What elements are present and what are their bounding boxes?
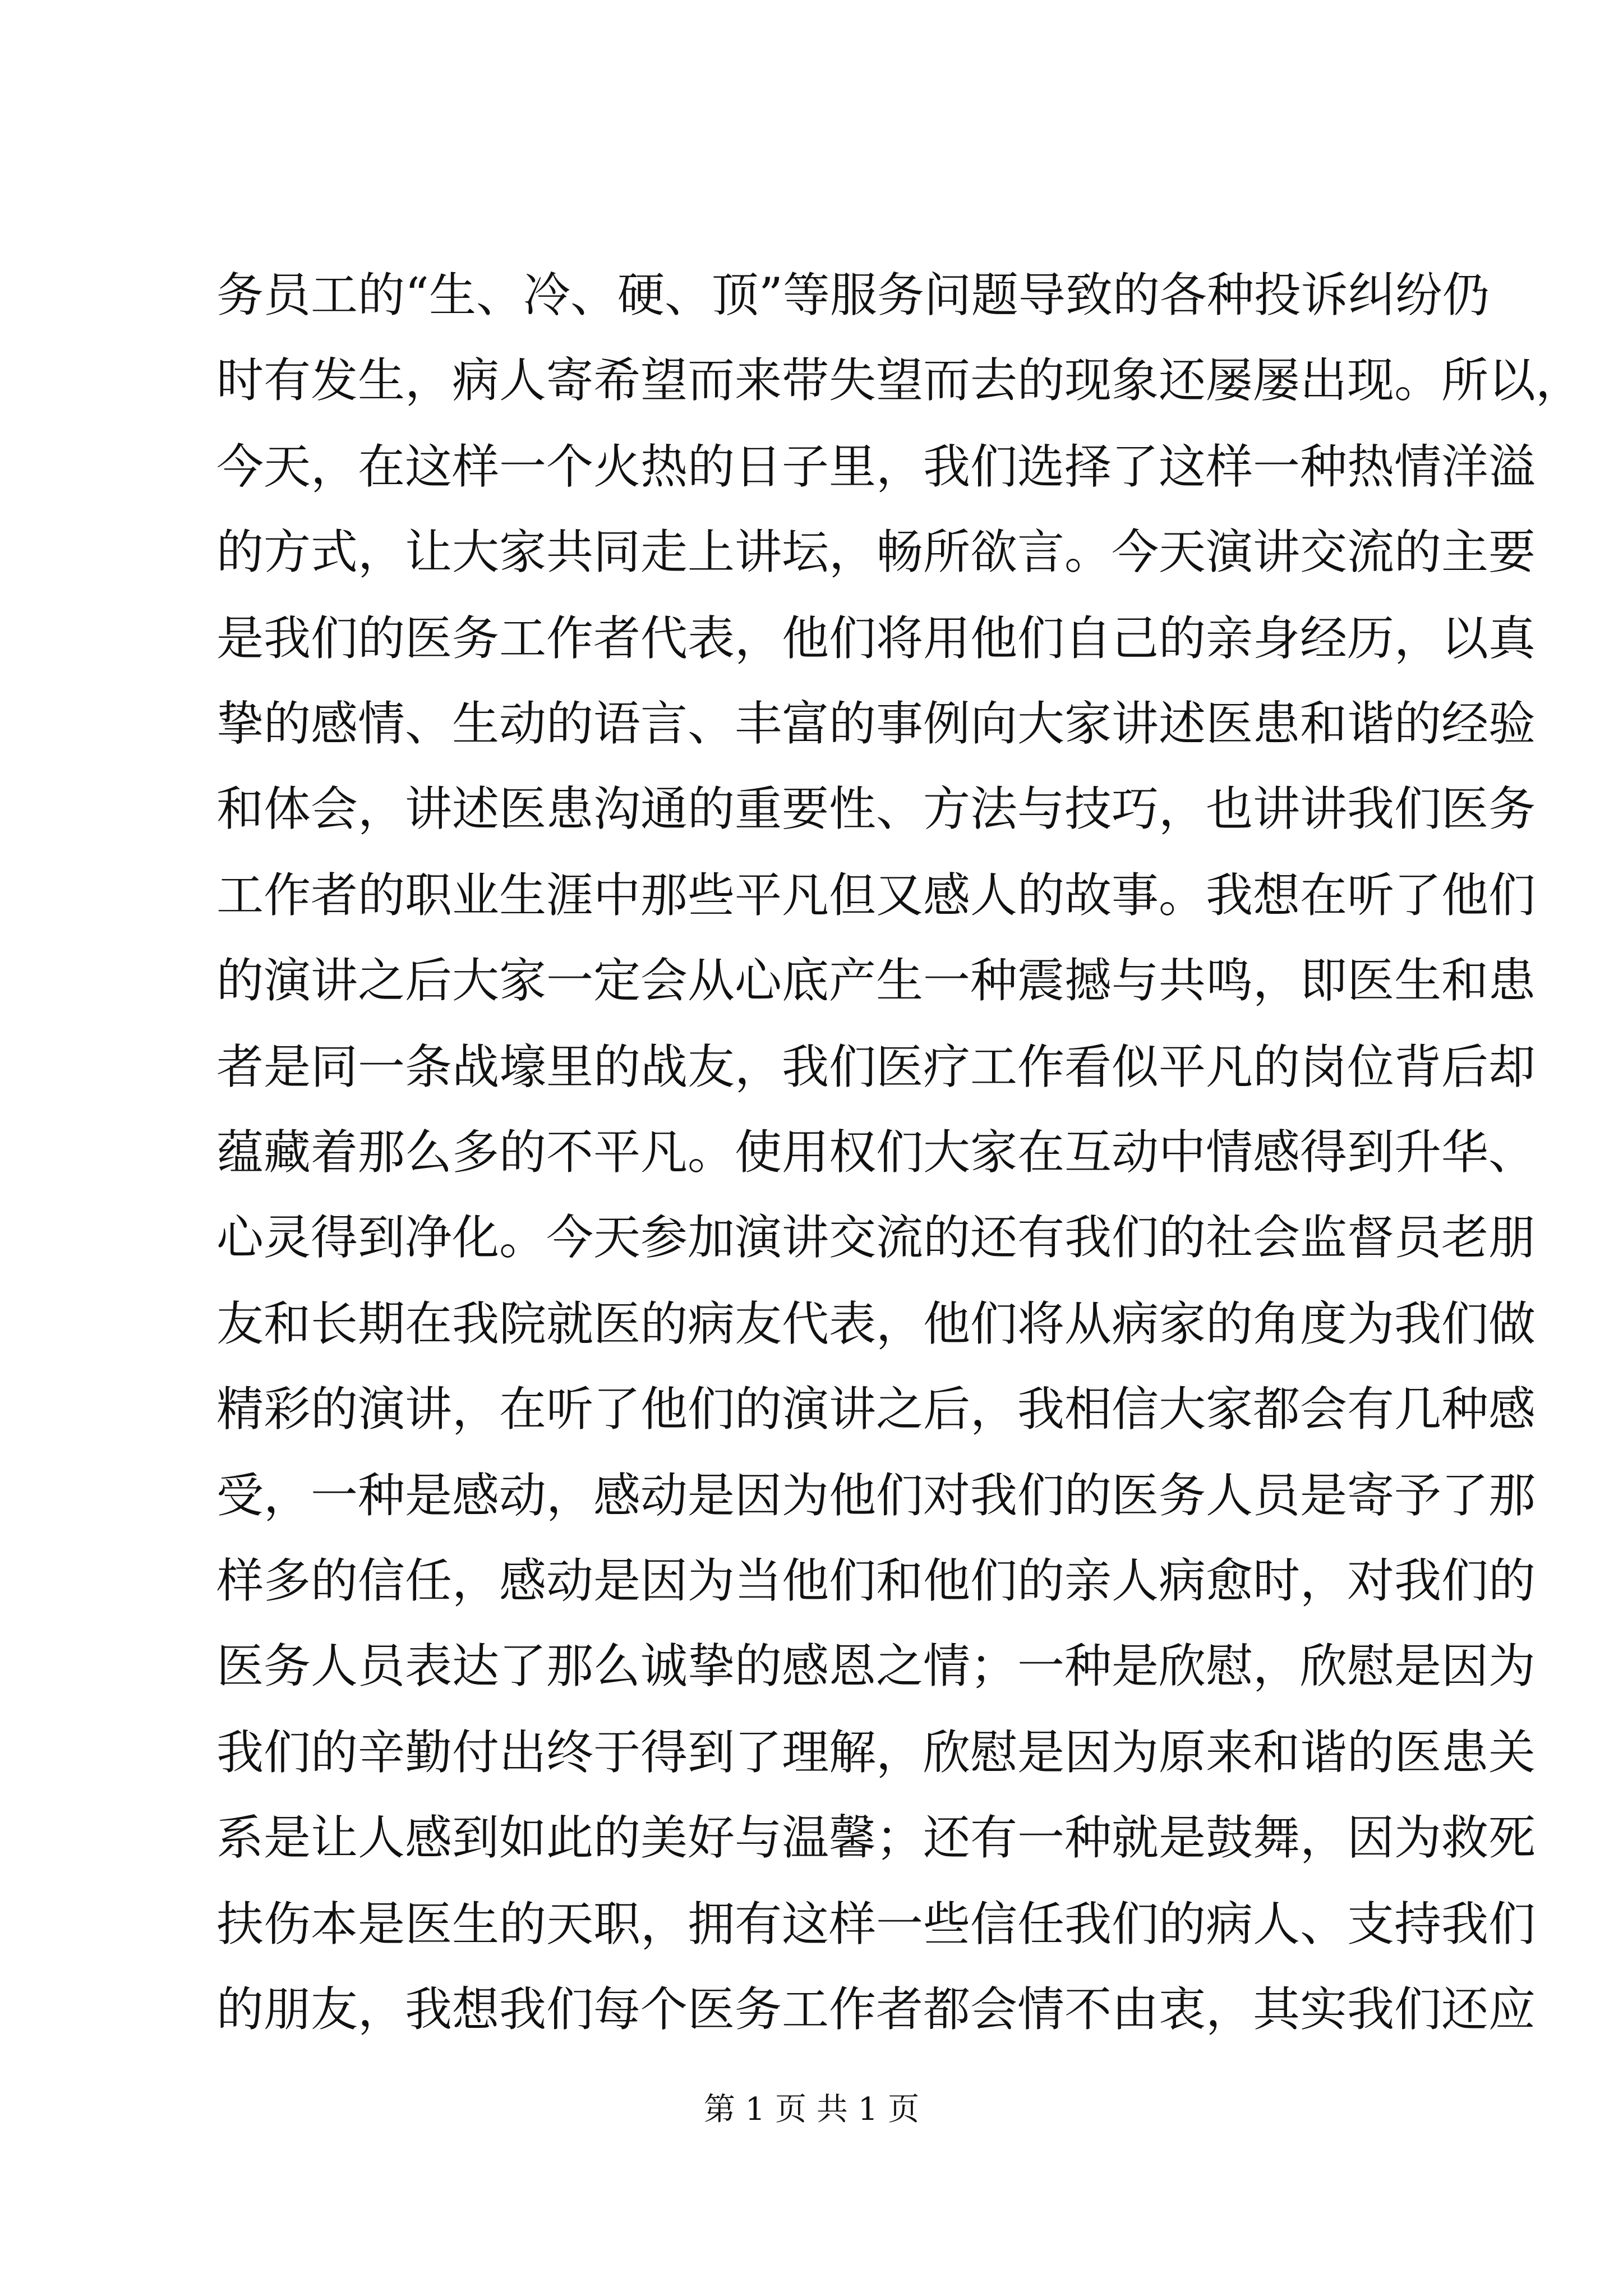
body-line: 样多的信任，感动是因为当他们和他们的亲人病愈时，对我们的: [216, 1553, 1536, 1608]
body-line: 扶伤本是医生的天职，拥有这样一些信任我们的病人、支持我们: [216, 1897, 1536, 1952]
body-line: 友和长期在我院就医的病友代表，他们将从病家的角度为我们做: [216, 1296, 1536, 1351]
body-line: 务员工的“生、冷、硬、顶”等服务问题导致的各种投诉纠纷仍: [216, 268, 1490, 323]
body-line: 医务人员表达了那么诚挚的感恩之情；一种是欣慰，欣慰是因为: [216, 1639, 1536, 1694]
body-line: 受，一种是感动，感动是因为他们对我们的医务人员是寄予了那: [216, 1468, 1536, 1523]
body-line: 心灵得到净化。今天参加演讲交流的还有我们的社会监督员老朋: [216, 1210, 1536, 1265]
body-line: 时有发生，病人寄希望而来带失望而去的现象还屡屡出现。所以，: [216, 353, 1583, 408]
body-line: 者是同一条战壕里的战友，我们医疗工作看似平凡的岗位背后却: [216, 1039, 1536, 1094]
body-line: 我们的辛勤付出终于得到了理解，欣慰是因为原来和谐的医患关: [216, 1725, 1536, 1780]
page-number-footer: 第 1 页 共 1 页: [703, 2091, 920, 2128]
body-line: 挚的感情、生动的语言、丰富的事例向大家讲述医患和谐的经验: [216, 696, 1536, 751]
body-line: 工作者的职业生涯中那些平凡但又感人的故事。我想在听了他们: [216, 868, 1536, 923]
body-line: 蕴藏着那么多的不平凡。使用权们大家在互动中情感得到升华、: [216, 1125, 1536, 1180]
body-line: 今天，在这样一个火热的日子里，我们选择了这样一种热情洋溢: [216, 439, 1536, 494]
body-line: 的朋友，我想我们每个医务工作者都会情不由衷，其实我们还应: [216, 1982, 1536, 2037]
body-line: 精彩的演讲，在听了他们的演讲之后，我相信大家都会有几种感: [216, 1382, 1536, 1437]
body-line: 的方式，让大家共同走上讲坛，畅所欲言。今天演讲交流的主要: [216, 524, 1536, 579]
body-line: 的演讲之后大家一定会从心底产生一种震撼与共鸣，即医生和患: [216, 953, 1536, 1008]
body-line: 和体会，讲述医患沟通的重要性、方法与技巧，也讲讲我们医务: [216, 781, 1536, 836]
body-line: 系是让人感到如此的美好与温馨；还有一种就是鼓舞，因为救死: [216, 1810, 1536, 1865]
body-line: 是我们的医务工作者代表，他们将用他们自己的亲身经历，以真: [216, 611, 1536, 666]
